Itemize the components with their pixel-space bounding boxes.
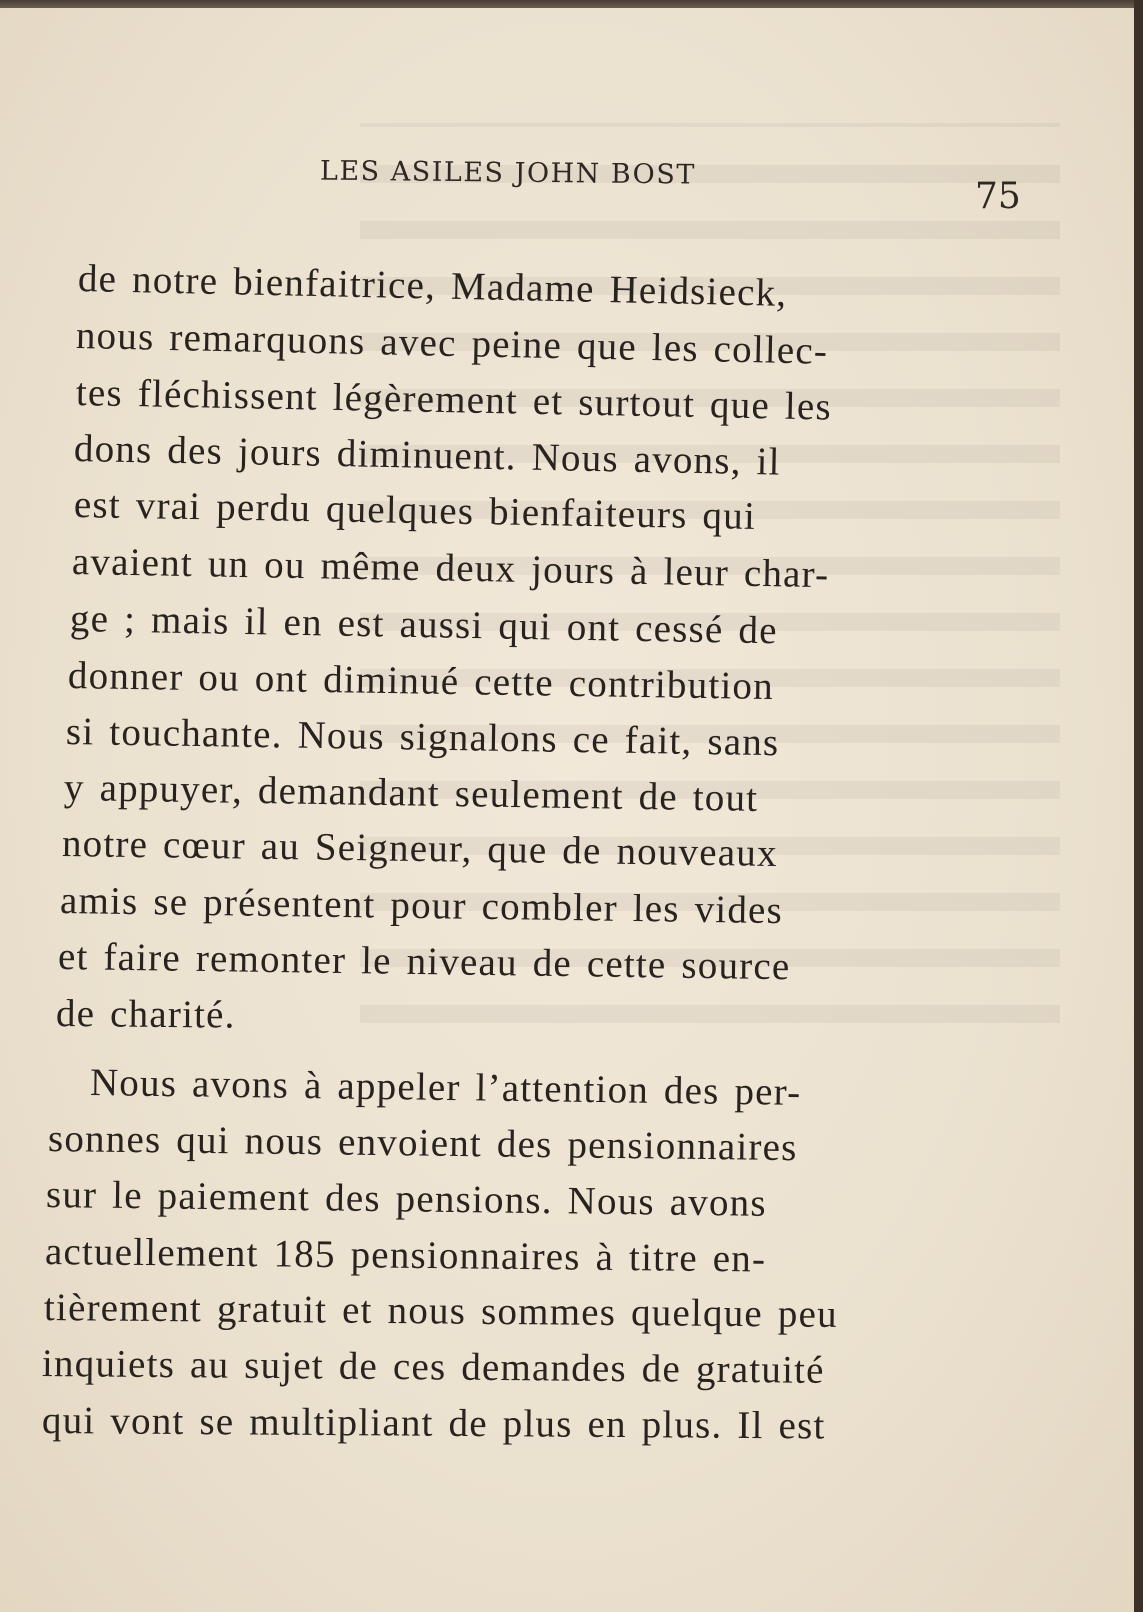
text-line: de notre bienfaitrice, Madame Heidsieck,	[77, 257, 788, 315]
text-line: amis se présentent pour combler les vides	[59, 879, 784, 933]
text-line: sur le paiement des pensions. Nous avons	[45, 1173, 768, 1225]
text-line: si touchante. Nous signalons ce fait, sans	[65, 710, 780, 765]
page-number: 75	[975, 176, 1021, 217]
running-head: LES ASILES JOHN BOST	[319, 155, 696, 191]
text-line: actuellement 185 pensionnaires à titre en-	[44, 1230, 767, 1281]
text-line: ge ; mais il en est aussi qui ont cessé de	[69, 597, 779, 653]
text-line: sonnes qui nous envoient des pensionnaires	[47, 1117, 798, 1170]
text-line: dons des jours diminuent. Nous avons, il	[73, 427, 782, 484]
text-line: est vrai perdu quelques bienfaiteurs qui	[73, 483, 757, 538]
text-line: y appuyer, demandant seulement de tout	[63, 766, 759, 820]
book-page	[0, 8, 1134, 1612]
text-line: et faire remonter le niveau de cette source	[57, 935, 791, 989]
text-line: tes fléchissent légèrement et surtout que les	[75, 371, 833, 429]
text-line: de charité.	[55, 992, 236, 1037]
text-line: tièrement gratuit et nous sommes quelque peu	[43, 1286, 838, 1336]
book-edge-top	[0, 0, 1143, 8]
text-line: notre cœur au Seigneur, que de nouveaux	[61, 822, 779, 875]
text-line: nous remarquons avec peine que les collec-	[75, 314, 829, 373]
text-line: inquiets au sujet de ces demandes de gratuité	[41, 1342, 825, 1392]
text-line: Nous avons à appeler l’attention des per-	[89, 1061, 802, 1114]
book-edge-right	[1134, 0, 1143, 1612]
body-text	[0, 8, 1134, 1612]
text-line: avaient un ou même deux jours à leur char-	[71, 540, 830, 597]
text-line: donner ou ont diminué cette contribution	[67, 654, 775, 709]
text-line: qui vont se multipliant de plus en plus. Il est	[41, 1399, 826, 1448]
